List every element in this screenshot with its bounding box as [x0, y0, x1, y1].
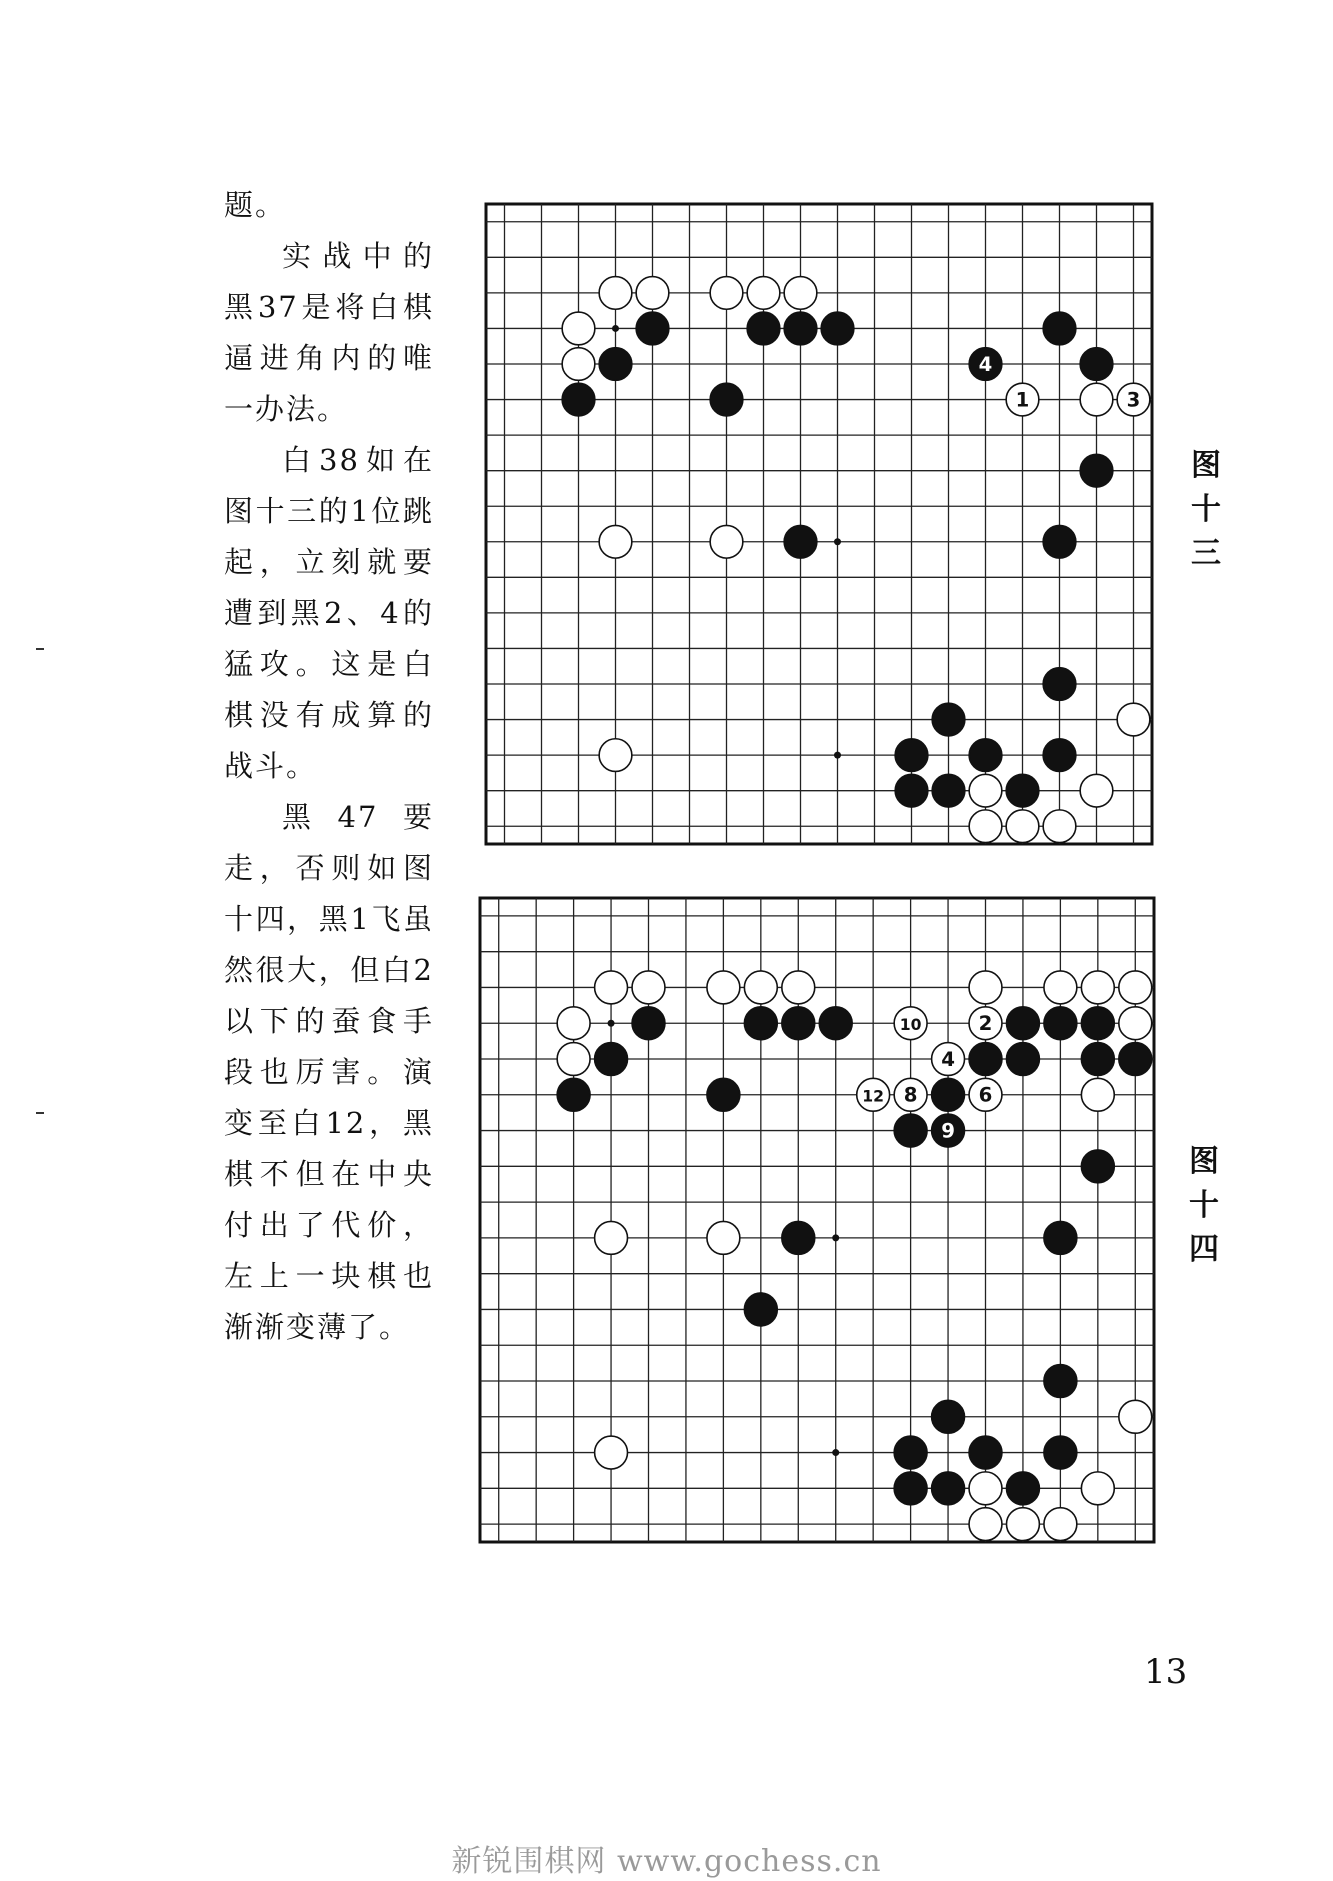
star-point: [832, 1449, 839, 1456]
black-stone: [1081, 1043, 1114, 1076]
white-stone: [1117, 383, 1150, 416]
move-number: 4: [941, 1047, 955, 1071]
star-point: [832, 1234, 839, 1241]
black-stone: [1043, 525, 1076, 558]
white-stone: [1006, 810, 1039, 843]
white-stone: [595, 971, 628, 1004]
white-stone: [1006, 1508, 1039, 1541]
white-stone: [562, 348, 595, 381]
figure-14-label: [1184, 1140, 1224, 1272]
white-stone: [969, 1078, 1002, 1111]
black-stone: [557, 1078, 590, 1111]
white-stone: [1119, 1007, 1152, 1040]
white-stone: [1044, 971, 1077, 1004]
star-point: [608, 1020, 615, 1027]
go-board-figure-13: [478, 196, 1160, 852]
white-stone: [1081, 1472, 1114, 1505]
go-board-figure-14: [472, 890, 1162, 1550]
black-stone: [895, 739, 928, 772]
black-stone: [1044, 1007, 1077, 1040]
white-stone: [747, 277, 780, 310]
white-stone: [632, 971, 665, 1004]
white-stone: [969, 1472, 1002, 1505]
white-stone: [1117, 703, 1150, 736]
white-stone: [969, 1508, 1002, 1541]
black-stone: [595, 1043, 628, 1076]
black-stone: [632, 1007, 665, 1040]
black-stone: [747, 312, 780, 345]
black-stone: [932, 1078, 965, 1111]
white-stone: [1119, 1400, 1152, 1433]
black-stone: [599, 348, 632, 381]
black-stone: [782, 1007, 815, 1040]
white-stone: [744, 971, 777, 1004]
black-stone: [1044, 1221, 1077, 1254]
move-number: 6: [978, 1083, 993, 1107]
white-stone: [932, 1043, 965, 1076]
white-stone: [707, 971, 740, 1004]
black-stone: [932, 703, 965, 736]
white-stone: [1080, 383, 1113, 416]
star-point: [612, 325, 619, 332]
black-stone: [895, 774, 928, 807]
white-stone: [1081, 971, 1114, 1004]
figure-label-char: 十: [1191, 492, 1221, 527]
white-stone: [707, 1221, 740, 1254]
white-stone: [969, 1007, 1002, 1040]
black-stone: [1006, 1043, 1039, 1076]
black-stone: [1080, 454, 1113, 487]
figure-label-char: 图: [1189, 1144, 1219, 1179]
white-stone: [969, 971, 1002, 1004]
black-stone: [932, 774, 965, 807]
black-stone: [1006, 1007, 1039, 1040]
black-stone: [932, 1400, 965, 1433]
black-stone: [744, 1007, 777, 1040]
black-stone: [710, 383, 743, 416]
black-stone: [969, 1043, 1002, 1076]
star-point: [834, 752, 841, 759]
white-stone: [1081, 1078, 1114, 1111]
white-stone: [1043, 810, 1076, 843]
black-stone: [562, 383, 595, 416]
black-stone: [1006, 1472, 1039, 1505]
white-stone: [636, 277, 669, 310]
paragraph: 黑47要走，否则如图十四，黑1飞虽然很大，但白2以下的蚕食手段也厉害。演变至白12，黑棋不但在中央付出了代价，左上一块棋也渐渐变薄了。: [224, 800, 434, 1344]
white-stone: [710, 525, 743, 558]
star-point: [834, 538, 841, 545]
black-stone: [1119, 1043, 1152, 1076]
black-stone: [636, 312, 669, 345]
black-stone: [894, 1114, 927, 1147]
black-stone: [1044, 1365, 1077, 1398]
white-stone: [595, 1221, 628, 1254]
black-stone: [1081, 1150, 1114, 1183]
move-number: 9: [941, 1119, 955, 1143]
black-stone: [821, 312, 854, 345]
black-stone: [1043, 668, 1076, 701]
black-stone: [1080, 348, 1113, 381]
black-stone: [1044, 1436, 1077, 1469]
move-number: 10: [899, 1015, 922, 1035]
paragraph: 实战中的黑37是将白棋逼进角内的唯一办法。: [224, 239, 434, 426]
black-stone: [744, 1293, 777, 1326]
move-number: 12: [862, 1086, 885, 1106]
margin-mark: [36, 1112, 44, 1114]
watermark: 新锐围棋网 www.gochess.cn: [451, 1844, 882, 1879]
white-stone: [557, 1007, 590, 1040]
white-stone: [894, 1078, 927, 1111]
black-stone: [969, 1436, 1002, 1469]
move-number: 1: [1015, 388, 1030, 412]
black-stone: [1043, 312, 1076, 345]
move-number: 8: [903, 1083, 918, 1107]
black-stone: [819, 1007, 852, 1040]
move-number: 2: [978, 1012, 993, 1036]
figure-label-char: 图: [1191, 448, 1221, 483]
figure-label-char: 三: [1191, 536, 1221, 571]
white-stone: [710, 277, 743, 310]
white-stone: [1080, 774, 1113, 807]
black-stone: [969, 348, 1002, 381]
black-stone: [894, 1472, 927, 1505]
black-stone: [1043, 739, 1076, 772]
page-number: 13: [1144, 1652, 1188, 1692]
paragraph: 白38如在图十三的1位跳起，立刻就要遭到黑2、4的猛攻。这是白棋没有成算的战斗。: [224, 443, 434, 783]
white-stone: [557, 1043, 590, 1076]
figure-label-char: 十: [1189, 1188, 1219, 1223]
move-number: 4: [978, 352, 993, 376]
white-stone: [599, 525, 632, 558]
white-stone: [1044, 1508, 1077, 1541]
margin-mark: [36, 648, 44, 650]
white-stone: [782, 971, 815, 1004]
black-stone: [1081, 1007, 1114, 1040]
black-stone: [707, 1078, 740, 1111]
black-stone: [784, 312, 817, 345]
figure-label-char: 四: [1189, 1232, 1219, 1267]
white-stone: [857, 1078, 890, 1111]
black-stone: [932, 1114, 965, 1147]
black-stone: [784, 525, 817, 558]
white-stone: [595, 1436, 628, 1469]
white-stone: [599, 739, 632, 772]
white-stone: [894, 1007, 927, 1040]
black-stone: [894, 1436, 927, 1469]
white-stone: [1006, 383, 1039, 416]
figure-13-label: [1186, 444, 1226, 576]
white-stone: [1119, 971, 1152, 1004]
black-stone: [932, 1472, 965, 1505]
white-stone: [562, 312, 595, 345]
move-number: 3: [1126, 388, 1141, 412]
black-stone: [969, 739, 1002, 772]
white-stone: [784, 277, 817, 310]
white-stone: [969, 774, 1002, 807]
white-stone: [969, 810, 1002, 843]
paragraph: 题。: [224, 188, 287, 222]
black-stone: [1006, 774, 1039, 807]
body-text-column: [224, 180, 434, 1353]
black-stone: [782, 1221, 815, 1254]
white-stone: [599, 277, 632, 310]
